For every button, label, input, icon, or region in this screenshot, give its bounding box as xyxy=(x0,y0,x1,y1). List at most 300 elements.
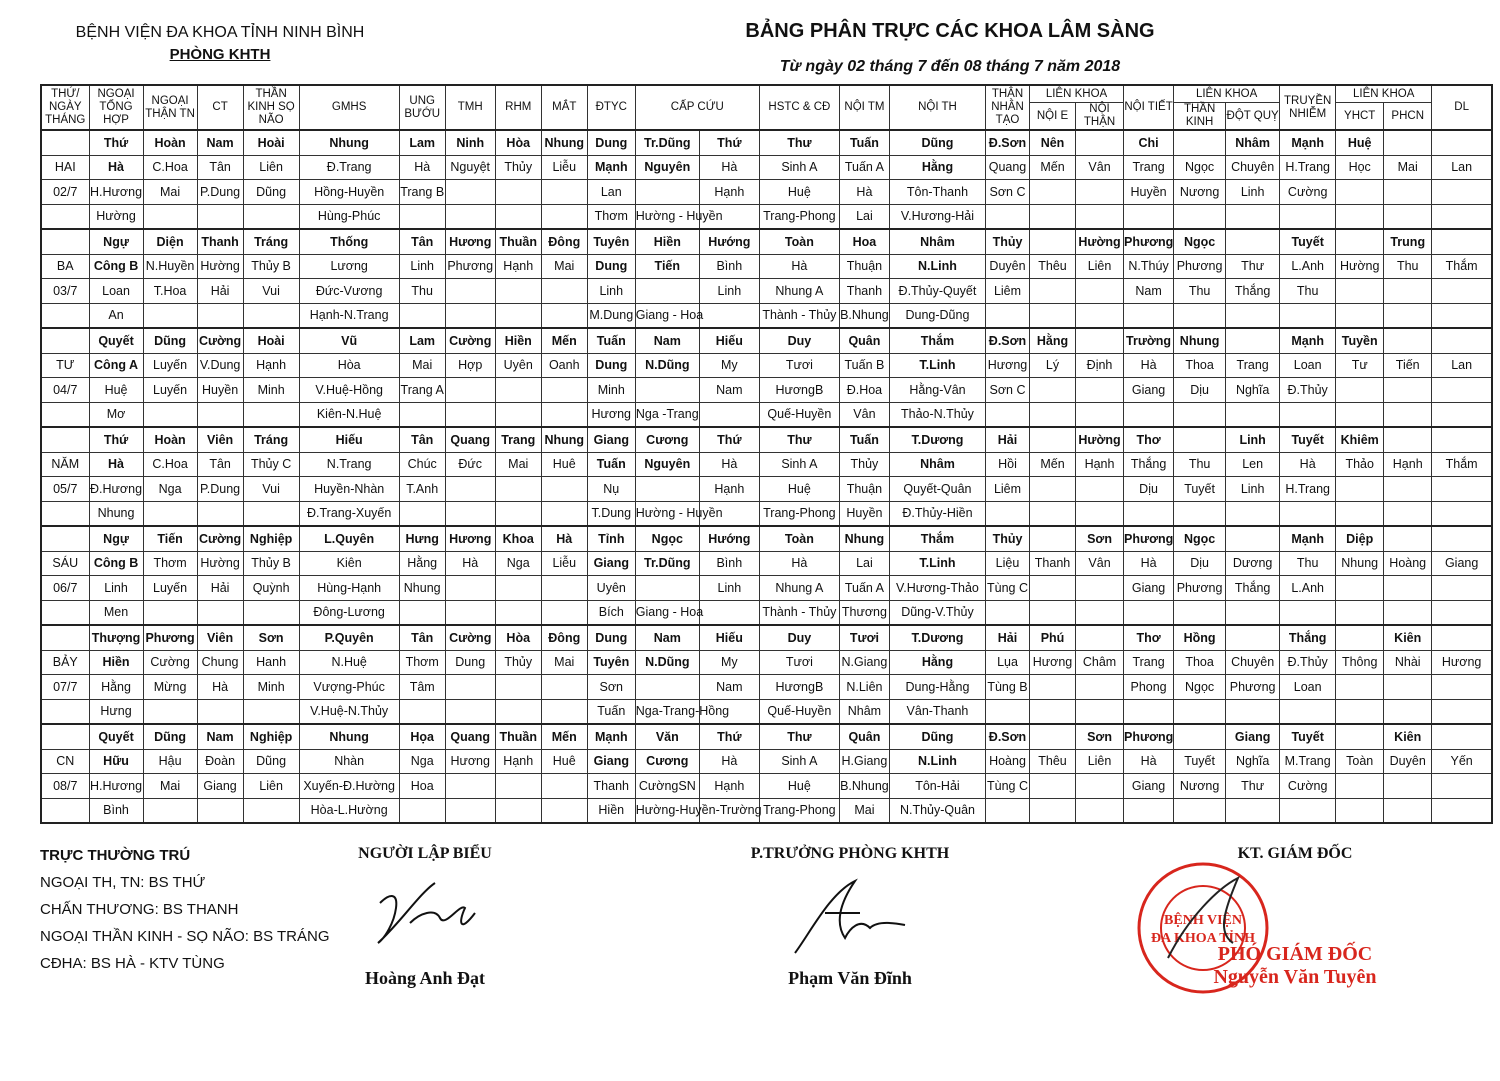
roster-day-cell: HAI xyxy=(41,155,89,180)
document-title: BẢNG PHÂN TRỰC CÁC KHOA LÂM SÀNG xyxy=(745,20,1155,42)
roster-cell: Dịu xyxy=(1174,551,1226,576)
roster-cell xyxy=(541,774,587,799)
roster-cell: Hằng xyxy=(889,650,985,675)
roster-cell: Hoàn xyxy=(143,427,197,452)
header-lienkhoa-3: LIÊN KHOA xyxy=(1336,85,1432,103)
roster-cell: Lụa xyxy=(985,650,1029,675)
roster-cell: V.Hương-Hải xyxy=(889,204,985,229)
roster-cell: Tuyết xyxy=(1174,749,1226,774)
roster-cell: Hà xyxy=(759,551,839,576)
roster-cell xyxy=(1030,526,1076,551)
roster-cell xyxy=(1076,279,1124,304)
roster-row xyxy=(41,279,1492,304)
roster-cell xyxy=(1336,699,1384,724)
roster-cell: Huệ xyxy=(89,378,143,403)
roster-day-cell xyxy=(41,204,89,229)
roster-cell: Thư xyxy=(759,130,839,155)
roster-cell xyxy=(1336,180,1384,205)
roster-cell: C.Hoa xyxy=(143,452,197,477)
roster-cell xyxy=(1384,204,1432,229)
roster-cell: Hương xyxy=(985,353,1029,378)
roster-cell: Hợp xyxy=(445,353,495,378)
roster-cell: Thứ xyxy=(89,427,143,452)
roster-cell: Tuấn xyxy=(839,130,889,155)
roster-cell xyxy=(197,798,243,823)
roster-cell xyxy=(143,402,197,427)
roster-cell: Cường xyxy=(143,650,197,675)
roster-cell xyxy=(1432,477,1492,502)
roster-cell xyxy=(197,303,243,328)
roster-cell xyxy=(1432,798,1492,823)
roster-cell: Dung xyxy=(587,130,635,155)
roster-cell xyxy=(985,600,1029,625)
roster-cell: Tráng xyxy=(243,427,299,452)
roster-cell: Đ.Sơn xyxy=(985,724,1029,749)
roster-cell xyxy=(1280,798,1336,823)
roster-cell: Phương xyxy=(1124,724,1174,749)
roster-cell: Linh xyxy=(699,576,759,601)
roster-cell xyxy=(243,600,299,625)
roster-cell xyxy=(1076,625,1124,650)
roster-cell xyxy=(445,180,495,205)
roster-cell xyxy=(1076,798,1124,823)
roster-cell: P.Quyên xyxy=(299,625,399,650)
roster-cell: Lương xyxy=(299,254,399,279)
roster-cell xyxy=(1384,180,1432,205)
roster-cell: Dung-Hằng xyxy=(889,675,985,700)
roster-cell xyxy=(985,303,1029,328)
roster-cell: N.Giang xyxy=(839,650,889,675)
roster-cell xyxy=(1432,229,1492,254)
roster-cell xyxy=(1280,303,1336,328)
roster-cell: Trang-Phong xyxy=(759,501,839,526)
roster-cell: Nhung A xyxy=(759,576,839,601)
roster-cell: Sơn xyxy=(587,675,635,700)
roster-cell: Hậu xyxy=(143,749,197,774)
roster-cell xyxy=(635,477,699,502)
roster-cell: Toàn xyxy=(759,526,839,551)
resident-duty-section xyxy=(40,842,330,977)
roster-cell xyxy=(1384,526,1432,551)
roster-cell: Bình xyxy=(699,551,759,576)
roster-cell: Hà xyxy=(197,675,243,700)
roster-cell: Tùng B xyxy=(985,675,1029,700)
roster-cell xyxy=(1384,798,1432,823)
roster-cell: Minh xyxy=(243,675,299,700)
roster-cell: Ngọc xyxy=(1174,155,1226,180)
roster-cell: HươngB xyxy=(759,378,839,403)
roster-cell: Mạnh xyxy=(587,724,635,749)
roster-cell: Thắm xyxy=(889,328,985,353)
roster-cell: Giang xyxy=(587,551,635,576)
roster-cell: Hòa xyxy=(299,353,399,378)
roster-cell xyxy=(635,675,699,700)
roster-row xyxy=(41,378,1492,403)
roster-cell: Hải xyxy=(985,427,1029,452)
roster-cell: Nghiệp xyxy=(243,724,299,749)
roster-cell: Hà xyxy=(699,749,759,774)
roster-cell: Liên xyxy=(243,155,299,180)
roster-cell: Đức-Vương xyxy=(299,279,399,304)
director-kt-prefix: KT. xyxy=(1237,845,1264,862)
roster-cell xyxy=(1432,303,1492,328)
roster-cell: Nhung A xyxy=(759,279,839,304)
roster-cell: Cường xyxy=(445,328,495,353)
roster-cell xyxy=(445,576,495,601)
roster-cell xyxy=(1336,724,1384,749)
roster-day-cell: NĂM xyxy=(41,452,89,477)
roster-cell: Hiền xyxy=(495,328,541,353)
roster-cell xyxy=(1384,774,1432,799)
roster-cell: Linh xyxy=(1226,180,1280,205)
roster-cell: Công B xyxy=(89,551,143,576)
roster-row xyxy=(41,501,1492,526)
roster-cell: Duyên xyxy=(1384,749,1432,774)
roster-row xyxy=(41,328,1492,353)
roster-cell xyxy=(143,600,197,625)
roster-cell xyxy=(1226,402,1280,427)
roster-cell xyxy=(541,180,587,205)
roster-cell: N.Dũng xyxy=(635,650,699,675)
roster-cell: Hùng-Phúc xyxy=(299,204,399,229)
roster-cell: Hạnh xyxy=(1076,452,1124,477)
roster-cell xyxy=(635,279,699,304)
roster-cell xyxy=(1226,303,1280,328)
roster-cell: Đ.Trang-Xuyến xyxy=(299,501,399,526)
roster-cell xyxy=(541,600,587,625)
roster-cell: Thủy xyxy=(839,452,889,477)
roster-cell xyxy=(243,204,299,229)
header-dotquy: ĐỘT QUỴ xyxy=(1226,103,1280,131)
roster-cell: Hường - Huyền xyxy=(635,501,699,526)
roster-cell: Hoàng xyxy=(1384,551,1432,576)
roster-cell: Mến xyxy=(1030,452,1076,477)
roster-cell xyxy=(495,576,541,601)
roster-cell: Mơ xyxy=(89,402,143,427)
header-gmhs: GMHS xyxy=(299,85,399,130)
roster-cell xyxy=(1030,303,1076,328)
roster-day-cell xyxy=(41,501,89,526)
roster-cell: Luyến xyxy=(143,378,197,403)
roster-cell: Tân xyxy=(197,155,243,180)
roster-row xyxy=(41,229,1492,254)
roster-cell: Lan xyxy=(1432,353,1492,378)
signature-block-preparer xyxy=(340,845,510,989)
roster-cell: Thứ xyxy=(89,130,143,155)
roster-cell: Tuấn B xyxy=(839,353,889,378)
roster-cell: Hoa xyxy=(399,774,445,799)
roster-cell xyxy=(1076,576,1124,601)
roster-cell: Thông xyxy=(1336,650,1384,675)
roster-cell: Linh xyxy=(1226,477,1280,502)
roster-cell: Tuấn A xyxy=(839,155,889,180)
roster-cell xyxy=(495,402,541,427)
roster-cell: Quyết-Quân xyxy=(889,477,985,502)
roster-day-cell xyxy=(41,798,89,823)
header-ngoai-tn: NGOẠI THẬN TN xyxy=(143,85,197,130)
roster-cell: Nương xyxy=(1174,180,1226,205)
roster-cell: An xyxy=(89,303,143,328)
roster-cell xyxy=(1432,378,1492,403)
roster-cell: Yến xyxy=(1432,749,1492,774)
roster-cell xyxy=(143,699,197,724)
roster-cell xyxy=(1226,798,1280,823)
roster-cell: Sơn xyxy=(1076,724,1124,749)
header-ct: CT xyxy=(197,85,243,130)
roster-row xyxy=(41,303,1492,328)
roster-cell xyxy=(1280,600,1336,625)
roster-cell: Châm xyxy=(1076,650,1124,675)
roster-cell xyxy=(541,699,587,724)
roster-cell xyxy=(1076,303,1124,328)
roster-row xyxy=(41,204,1492,229)
roster-cell: Định xyxy=(1076,353,1124,378)
roster-cell xyxy=(1076,501,1124,526)
roster-cell: Họa xyxy=(399,724,445,749)
deputy-head-name: Phạm Văn Đĩnh xyxy=(788,968,912,988)
roster-cell: Thắng xyxy=(1226,576,1280,601)
roster-day-cell: 05/7 xyxy=(41,477,89,502)
roster-cell xyxy=(1226,328,1280,353)
header-ngoai-th: NGOẠI TỔNG HỢP xyxy=(89,85,143,130)
roster-cell: Huyền xyxy=(1124,180,1174,205)
roster-cell: V.Huệ-Hồng xyxy=(299,378,399,403)
resident-duty-line: NGOẠI TH, TN: BS THỨ xyxy=(40,874,206,891)
roster-cell: Hòa-L.Hường xyxy=(299,798,399,823)
roster-cell xyxy=(1336,477,1384,502)
roster-cell xyxy=(1336,600,1384,625)
roster-cell: Hải xyxy=(197,279,243,304)
roster-cell: Men xyxy=(89,600,143,625)
roster-cell: Sơn xyxy=(1076,526,1124,551)
roster-cell: Giang xyxy=(197,774,243,799)
roster-cell: Hà xyxy=(1280,452,1336,477)
roster-cell xyxy=(1432,130,1492,155)
preparer-name: Hoàng Anh Đạt xyxy=(364,968,486,988)
roster-cell xyxy=(699,402,759,427)
hospital-name: BỆNH VIỆN ĐA KHOA TỈNH NINH BÌNH xyxy=(75,24,365,41)
roster-cell: Phương xyxy=(1226,675,1280,700)
roster-cell: Thủy B xyxy=(243,254,299,279)
roster-cell: Hường xyxy=(1076,427,1124,452)
roster-cell: HươngB xyxy=(759,675,839,700)
roster-cell: H.Giang xyxy=(839,749,889,774)
roster-cell: Hằng xyxy=(1030,328,1076,353)
roster-cell: Dung xyxy=(587,353,635,378)
roster-cell xyxy=(1076,774,1124,799)
roster-cell: Giang xyxy=(1432,551,1492,576)
roster-cell xyxy=(143,501,197,526)
roster-day-cell xyxy=(41,600,89,625)
roster-cell: N.Linh xyxy=(889,749,985,774)
roster-cell: Đ.Hương xyxy=(89,477,143,502)
roster-cell: Hương xyxy=(445,229,495,254)
roster-cell xyxy=(1432,279,1492,304)
roster-cell: Kiên-N.Huệ xyxy=(299,402,399,427)
roster-cell: Lam xyxy=(399,328,445,353)
roster-cell: Mừng xyxy=(143,675,197,700)
roster-cell xyxy=(541,204,587,229)
vice-director-role: PHÓ GIÁM ĐỐC xyxy=(1217,943,1373,965)
roster-day-cell xyxy=(41,229,89,254)
roster-cell xyxy=(985,798,1029,823)
roster-cell: Hạnh xyxy=(699,180,759,205)
roster-cell: Hướng xyxy=(699,526,759,551)
roster-row xyxy=(41,180,1492,205)
roster-cell xyxy=(445,501,495,526)
roster-cell: Quân xyxy=(839,724,889,749)
roster-day-cell: 03/7 xyxy=(41,279,89,304)
roster-cell xyxy=(1076,699,1124,724)
roster-cell xyxy=(197,402,243,427)
signature-block-deputy-head xyxy=(735,845,965,989)
document-subtitle: Từ ngày 02 tháng 7 đến 08 tháng 7 năm 2018 xyxy=(779,58,1121,75)
roster-cell: Nguyên xyxy=(635,452,699,477)
roster-cell: Thắm xyxy=(1432,452,1492,477)
roster-cell: Thơm xyxy=(399,650,445,675)
roster-cell: Kiên xyxy=(299,551,399,576)
roster-cell: Hương xyxy=(1030,650,1076,675)
roster-cell: Hải xyxy=(197,576,243,601)
hospital-header xyxy=(60,22,380,66)
roster-cell: Đ.Sơn xyxy=(985,328,1029,353)
roster-row xyxy=(41,774,1492,799)
roster-cell: Vân xyxy=(1076,551,1124,576)
roster-cell: Thắng xyxy=(1280,625,1336,650)
header-yhct: YHCT xyxy=(1336,103,1384,131)
roster-cell: Mạnh xyxy=(1280,328,1336,353)
roster-cell: Nhung xyxy=(1174,328,1226,353)
roster-cell: Hằng-Vân xyxy=(889,378,985,403)
roster-day-cell: SÁU xyxy=(41,551,89,576)
roster-cell xyxy=(399,402,445,427)
roster-cell xyxy=(1124,204,1174,229)
roster-cell: Nga xyxy=(495,551,541,576)
roster-cell: Đ.Thủy xyxy=(1280,378,1336,403)
roster-day-cell xyxy=(41,699,89,724)
roster-cell: Nhung xyxy=(299,130,399,155)
roster-cell: Mến xyxy=(1030,155,1076,180)
roster-day-cell xyxy=(41,625,89,650)
director-role: GIÁM ĐỐC xyxy=(1267,845,1353,862)
roster-cell: Mai xyxy=(541,254,587,279)
roster-cell xyxy=(445,303,495,328)
roster-cell: Lan xyxy=(587,180,635,205)
roster-cell: Lý xyxy=(1030,353,1076,378)
roster-cell: Hòa xyxy=(495,130,541,155)
roster-cell: Tươi xyxy=(759,353,839,378)
roster-cell: Hà xyxy=(541,526,587,551)
roster-cell: Dịu xyxy=(1124,477,1174,502)
roster-cell: Nụ xyxy=(587,477,635,502)
roster-cell xyxy=(541,798,587,823)
roster-cell xyxy=(197,699,243,724)
roster-cell: Hưng xyxy=(89,699,143,724)
roster-body xyxy=(41,130,1492,823)
roster-cell: Thêu xyxy=(1030,254,1076,279)
roster-cell xyxy=(1076,600,1124,625)
header-rhm: RHM xyxy=(495,85,541,130)
roster-cell: Kiên xyxy=(1384,724,1432,749)
roster-cell: Tươi xyxy=(839,625,889,650)
roster-cell: Mạnh xyxy=(587,155,635,180)
roster-cell: Liêm xyxy=(985,477,1029,502)
roster-cell: Nam xyxy=(699,675,759,700)
roster-cell: Hà xyxy=(699,155,759,180)
roster-cell: Dung xyxy=(587,254,635,279)
roster-cell: T.Anh xyxy=(399,477,445,502)
roster-cell: Thứ xyxy=(699,724,759,749)
roster-cell: Đông-Lương xyxy=(299,600,399,625)
roster-cell: N.Linh xyxy=(889,254,985,279)
resident-duty-title: TRỰC THƯỜNG TRÚ xyxy=(40,847,191,864)
roster-cell xyxy=(635,576,699,601)
roster-cell: Đ.Thủy-Quyết xyxy=(889,279,985,304)
roster-cell: Bình xyxy=(699,254,759,279)
roster-cell xyxy=(1336,576,1384,601)
roster-cell xyxy=(197,600,243,625)
header-lienkhoa-1: LIÊN KHOA xyxy=(1030,85,1124,103)
roster-cell: Liễu xyxy=(541,551,587,576)
roster-cell xyxy=(1030,774,1076,799)
roster-cell xyxy=(1030,402,1076,427)
roster-cell: Mai xyxy=(399,353,445,378)
vice-director-name: Nguyễn Văn Tuyên xyxy=(1213,966,1377,988)
roster-cell: Nam xyxy=(699,378,759,403)
roster-cell: Diện xyxy=(143,229,197,254)
roster-cell: Giang - Hoa xyxy=(635,600,699,625)
roster-day-cell xyxy=(41,328,89,353)
roster-row xyxy=(41,576,1492,601)
roster-cell: Khiêm xyxy=(1336,427,1384,452)
resident-duty-line: CĐHA: BS HÀ - KTV TÙNG xyxy=(40,955,225,972)
roster-cell xyxy=(1030,279,1076,304)
roster-cell: Loan xyxy=(1280,675,1336,700)
roster-cell: Huê xyxy=(541,749,587,774)
roster-cell: Tuấn A xyxy=(839,576,889,601)
roster-cell: Hương xyxy=(445,526,495,551)
roster-cell: Toàn xyxy=(759,229,839,254)
roster-cell: Cương xyxy=(635,749,699,774)
roster-cell: Sơn C xyxy=(985,378,1029,403)
roster-cell xyxy=(1174,699,1226,724)
roster-row xyxy=(41,452,1492,477)
roster-cell: Hà xyxy=(1124,749,1174,774)
roster-cell: Văn xyxy=(635,724,699,749)
roster-cell: Trang-Phong xyxy=(759,798,839,823)
roster-cell xyxy=(541,477,587,502)
roster-cell: Thành - Thủy xyxy=(759,303,839,328)
roster-cell: Nhâm xyxy=(889,452,985,477)
roster-cell: Dũng xyxy=(143,724,197,749)
roster-cell: Thanh xyxy=(1030,551,1076,576)
roster-cell: Thượng xyxy=(89,625,143,650)
roster-cell xyxy=(399,699,445,724)
roster-row xyxy=(41,130,1492,155)
roster-cell xyxy=(143,204,197,229)
header-noitm: NỘI TM xyxy=(839,85,889,130)
roster-row xyxy=(41,254,1492,279)
roster-cell: Cường xyxy=(197,526,243,551)
roster-cell xyxy=(1384,402,1432,427)
roster-cell: T.Linh xyxy=(889,551,985,576)
roster-cell: Minh xyxy=(587,378,635,403)
roster-cell xyxy=(495,501,541,526)
roster-cell xyxy=(985,402,1029,427)
roster-cell: Luyến xyxy=(143,353,197,378)
roster-cell xyxy=(1384,303,1432,328)
roster-cell xyxy=(445,402,495,427)
